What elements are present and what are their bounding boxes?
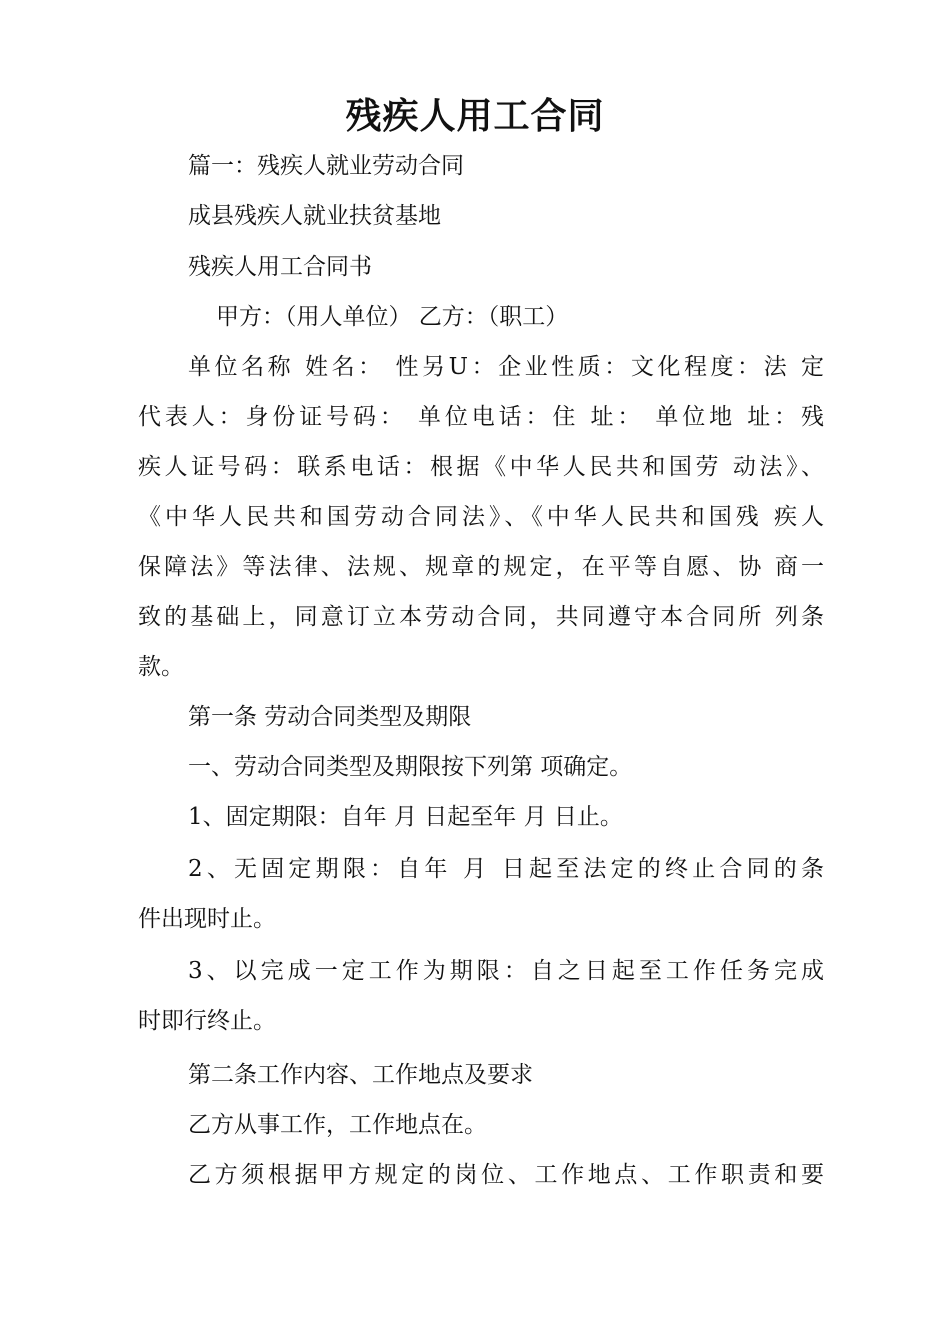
paragraph-line: 保障法》等法律、法规、规章的规定，在平等自愿、协 商一 [138,554,824,580]
subtitle-line: 篇一：残疾人就业劳动合同 [188,153,464,179]
paragraph-line: 单位名称 姓名： 性另U：企业性质：文化程度：法 定 [188,354,824,380]
paragraph-line: 时即行终止。 [138,1008,276,1034]
text-line: 乙方从事工作，工作地点在。 [188,1112,487,1138]
paragraph-line: 疾人证号码：联系电话：根据《中华人民共和国劳 动法》、 [138,454,824,480]
paragraph-line: 件出现时止。 [138,906,276,932]
paragraph-line: 《中华人民共和国劳动合同法》、《中华人民共和国残 疾人 [138,504,824,530]
paragraph-line: 代表人：身份证号码： 单位电话：住 址： 单位地 址：残 [138,404,824,430]
text-line: 甲方：（用人单位） 乙方：（职工） [216,304,569,330]
text-line: 一、劳动合同类型及期限按下列第 项确定。 [188,754,633,780]
paragraph-line: 2、无固定期限：自年 月 日起至法定的终止合同的条 [188,856,824,882]
text-line: 残疾人用工合同书 [188,254,372,280]
paragraph-line: 乙方须根据甲方规定的岗位、工作地点、工作职责和要 [188,1162,824,1188]
section-heading: 第一条 劳动合同类型及期限 [188,704,472,730]
text-line: 1、固定期限：自年 月 日起至年 月 日止。 [188,804,623,830]
section-heading: 第二条工作内容、工作地点及要求 [188,1062,533,1088]
document-title: 残疾人用工合同 [345,96,605,137]
paragraph-line: 款。 [138,654,184,680]
paragraph-line: 致的基础上，同意订立本劳动合同，共同遵守本合同所 列条 [138,604,824,630]
paragraph-line: 3、以完成一定工作为期限：自之日起至工作任务完成 [188,958,824,984]
text-line: 成县残疾人就业扶贫基地 [188,203,441,229]
